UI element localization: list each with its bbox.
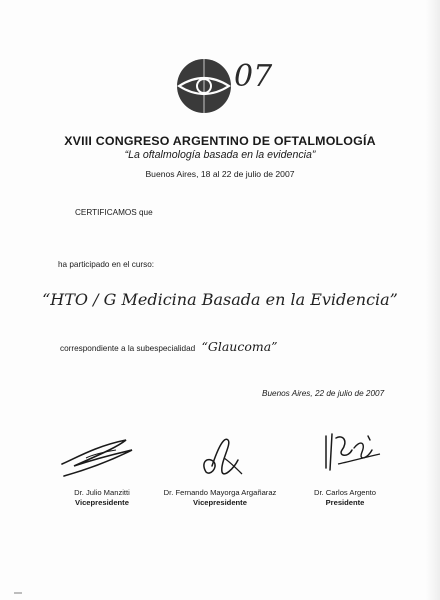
subspecialty-value: “Glaucoma”: [201, 339, 278, 354]
signer-role: Vicepresidente: [193, 498, 247, 507]
signer-block-argento: [300, 488, 390, 508]
congress-place-date: Buenos Aires, 18 al 22 de julio de 2007: [145, 169, 295, 179]
signer-role: Presidente: [325, 498, 365, 507]
congress-logo: [176, 50, 286, 120]
subspecialty-label: correspondiente a la subespecialidad: [60, 344, 196, 353]
issue-date: Buenos Aires, 22 de julio de 2007: [262, 389, 385, 398]
scan-corner-mark: [14, 592, 22, 594]
signature-manzitti: [56, 428, 140, 484]
svg-text:07: 07: [234, 59, 273, 94]
eye-globe-logo-icon: [176, 50, 286, 120]
signature-mayorga: [198, 428, 246, 484]
participated-text: ha participado en el curso:: [58, 260, 155, 269]
signature-argento: [318, 428, 382, 484]
signer-role: Vicepresidente: [75, 498, 129, 507]
signer-name: Dr. Carlos Argento: [313, 488, 377, 497]
certify-text: CERTIFICAMOS que: [75, 208, 153, 217]
course-name: “HTO / G Medicina Basada en la Evidencia”: [42, 290, 398, 309]
signer-block-mayorga: [150, 488, 290, 508]
congress-subtitle: “La oftalmología basada en la evidencia”: [124, 149, 316, 161]
subspecialty-row: [60, 339, 278, 354]
signer-block-manzitti: [58, 488, 146, 508]
signer-name: Dr. Julio Manzitti: [74, 488, 130, 497]
signer-name: Dr. Fernando Mayorga Argañaraz: [163, 488, 277, 497]
congress-title: XVIII CONGRESO ARGENTINO DE OFTALMOLOGÍA: [64, 134, 376, 148]
